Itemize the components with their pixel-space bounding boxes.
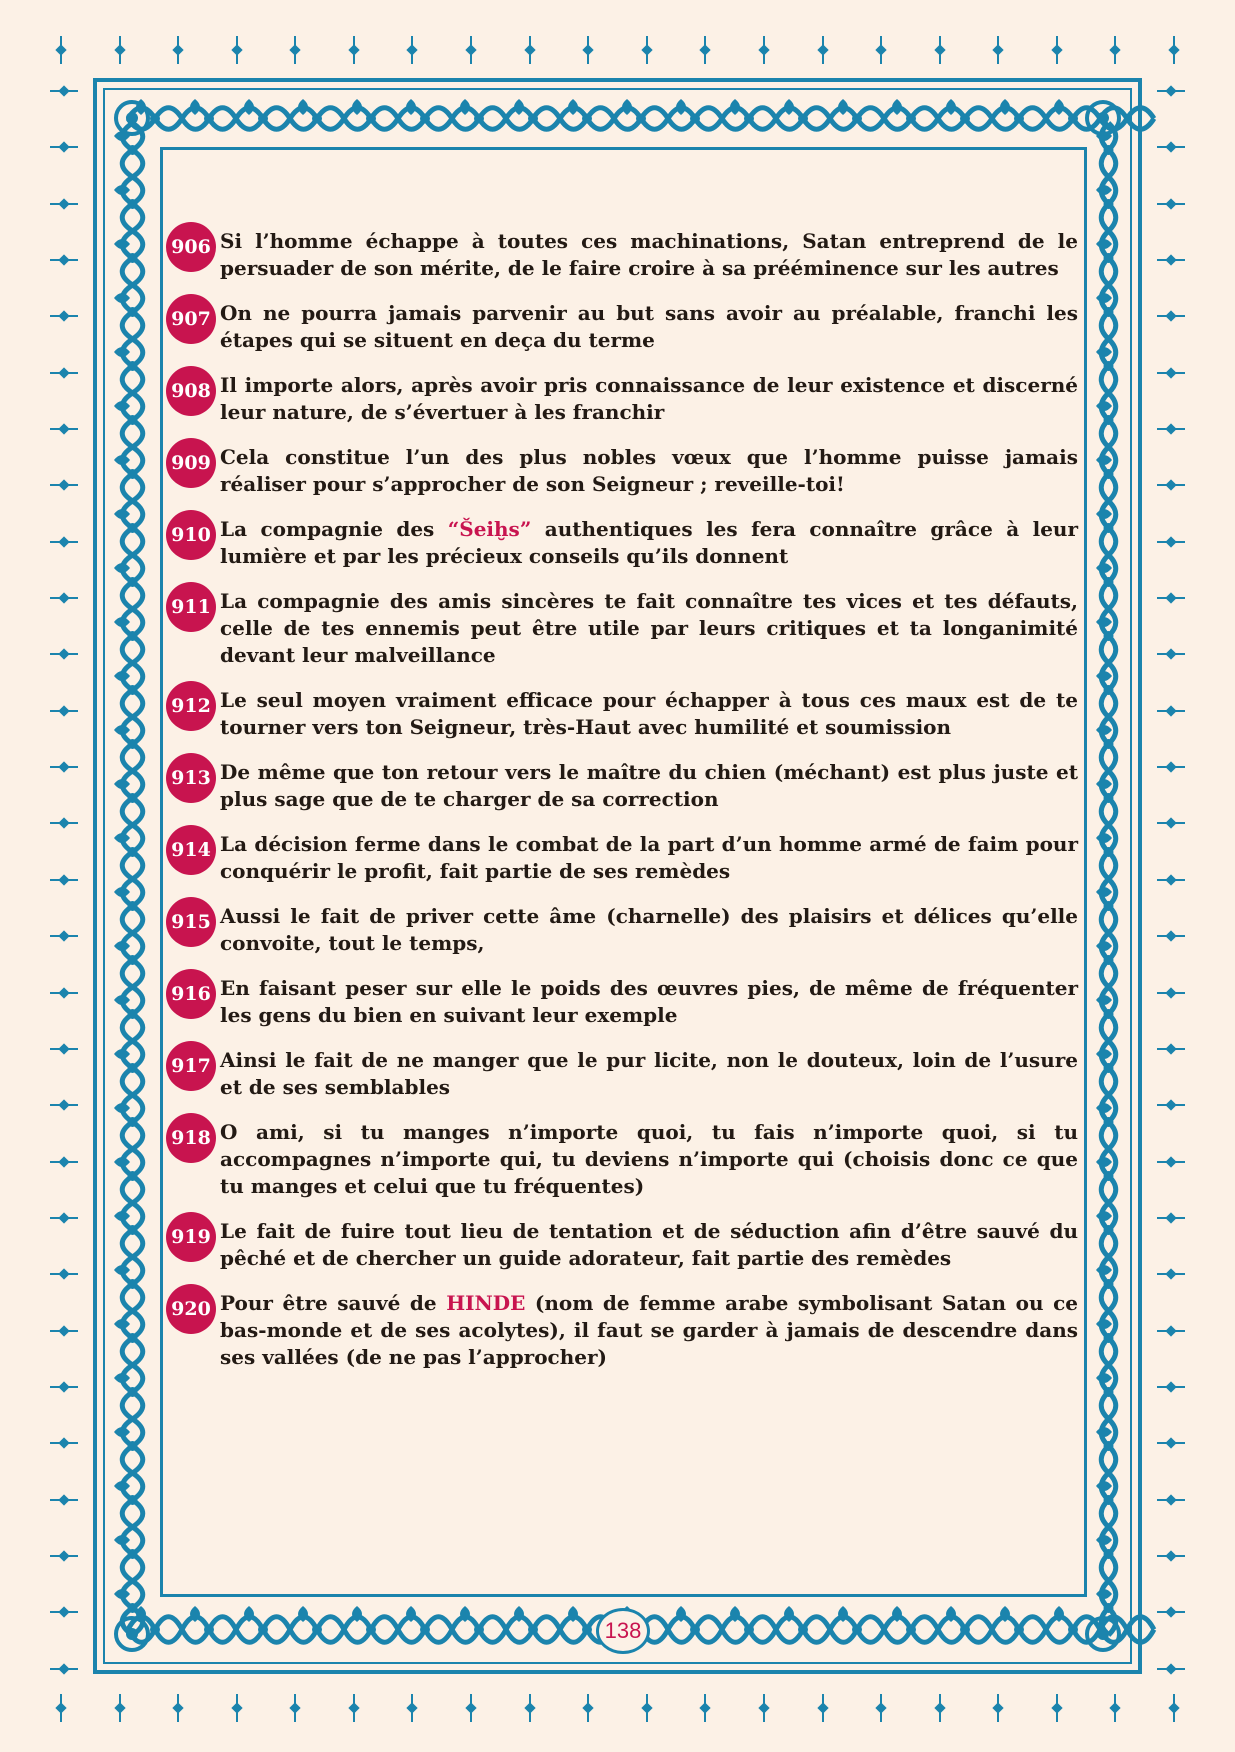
entry-text (220, 516, 1078, 570)
list-item (166, 228, 1078, 282)
entry-text-part: Pour être sauvé de (220, 1291, 447, 1315)
entry-text-part: authentiques les fera connaître grâce à leur lumière et par les précieux conseils qu’ils donnent (220, 517, 1079, 568)
page-number: 138 (596, 1608, 650, 1654)
entry-number-badge: 920 (166, 1284, 216, 1334)
list-item (166, 687, 1078, 741)
entry-text: La décision ferme dans le combat de la part d’un homme armé de faim pour conquérir le profit, fait partie de ses remèdes (220, 832, 1078, 883)
entry-text: Le seul moyen vraiment efficace pour échapper à tous ces maux est de te tourner vers ton Seigneur, très-Haut avec humilité et soumission (220, 688, 1078, 739)
entry-text: Aussi le fait de priver cette âme (charnelle) des plaisirs et délices qu’elle convoite, tout le temps, (220, 904, 1078, 955)
entry-number-badge: 919 (166, 1212, 216, 1262)
list-item (166, 975, 1078, 1029)
entry-number-badge: 912 (166, 681, 216, 731)
list-item (166, 903, 1078, 957)
list-item (166, 1047, 1078, 1101)
entry-text: Si l’homme échappe à toutes ces machinations, Satan entreprend de le persuader de son mérite, de le faire croire à sa prééminence sur les autres (220, 229, 1078, 280)
highlighted-term: “Šeiḫs” (447, 517, 532, 541)
list-item (166, 1119, 1078, 1200)
entry-number-badge: 916 (166, 969, 216, 1019)
list-item (166, 372, 1078, 426)
entry-text: Ainsi le fait de ne manger que le pur licite, non le douteux, loin de l’usure et de ses semblables (220, 1048, 1078, 1099)
entry-number-badge: 918 (166, 1113, 216, 1163)
entry-number-badge: 917 (166, 1041, 216, 1091)
highlighted-term: HINDE (446, 1291, 526, 1315)
list-item (166, 759, 1078, 813)
list-item (166, 1290, 1078, 1371)
list-item (166, 300, 1078, 354)
entry-number-badge: 908 (166, 366, 216, 416)
entry-text: On ne pourra jamais parvenir au but sans avoir au préalable, franchi les étapes qui se situent en deça du terme (220, 301, 1078, 352)
entry-text: O ami, si tu manges n’importe quoi, tu fais n’importe quoi, si tu accompagnes n’importe qui, tu deviens n’importe qui (choisis donc ce que tu manges et celui que tu fréquentes) (220, 1120, 1078, 1198)
entry-text-part: La compagnie des (220, 517, 448, 541)
entry-number-badge: 909 (166, 438, 216, 488)
entry-number-badge: 915 (166, 897, 216, 947)
entry-number-badge: 907 (166, 294, 216, 344)
entry-text: De même que ton retour vers le maître du chien (méchant) est plus juste et plus sage que de te charger de sa correction (220, 760, 1078, 811)
entry-text: Le fait de fuire tout lieu de tentation et de séduction afin d’être sauvé du pêché et de chercher un guide adorateur, fait partie des remèdes (220, 1219, 1078, 1270)
entry-number-badge: 914 (166, 825, 216, 875)
entry-number-badge: 910 (166, 510, 216, 560)
list-item (166, 1218, 1078, 1272)
entry-number-badge: 911 (166, 582, 216, 632)
entry-text: Cela constitue l’un des plus nobles vœux que l’homme puisse jamais réaliser pour s’approcher de son Seigneur ; reveille-toi! (220, 445, 1078, 496)
list-item (166, 831, 1078, 885)
entry-text: Il importe alors, après avoir pris connaissance de leur existence et discerné leur nature, de s’évertuer à les franchir (220, 373, 1078, 424)
list-item (166, 444, 1078, 498)
list-item (166, 588, 1078, 669)
entry-list (166, 228, 1078, 1389)
list-item (166, 516, 1078, 570)
entry-text: La compagnie des amis sincères te fait connaître tes vices et tes défauts, celle de tes ennemis peut être utile par leurs critiques et ta longanimité devant leur malveillance (220, 589, 1078, 667)
entry-text (220, 1290, 1078, 1371)
entry-number-badge: 913 (166, 753, 216, 803)
entry-text-part: (nom de femme arabe symbolisant Satan ou ce bas-monde et de ses acolytes), il faut se garder à jamais de descendre dans ses vallées (de ne pas l’approcher) (220, 1291, 1078, 1369)
entry-number-badge: 906 (166, 222, 216, 272)
entry-text: En faisant peser sur elle le poids des œuvres pies, de même de fréquenter les gens du bien en suivant leur exemple (220, 976, 1078, 1027)
